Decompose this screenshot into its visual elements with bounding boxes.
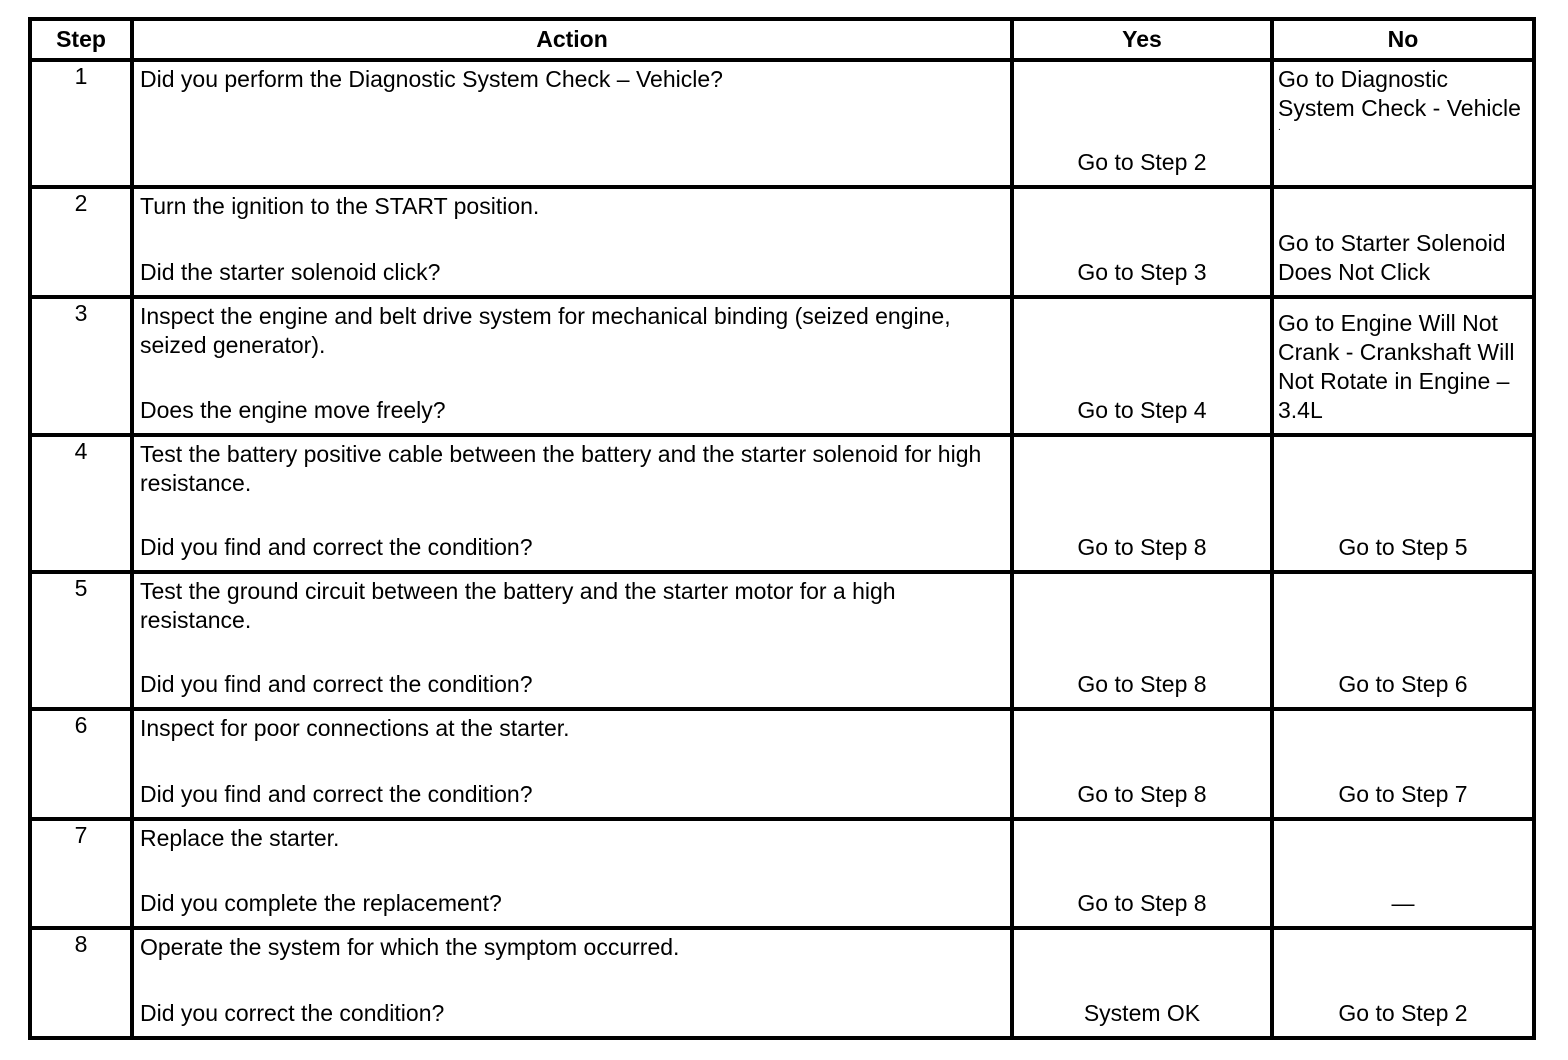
table-row	[30, 435, 1534, 572]
no-cell	[1272, 187, 1534, 297]
action-question: Did you correct the condition?	[140, 1000, 445, 1026]
action-cell	[132, 709, 1012, 819]
step-number: 5	[30, 572, 132, 709]
yes-link[interactable]: Go to Step 3	[1077, 259, 1207, 285]
step-number: 3	[30, 297, 132, 435]
no-link[interactable]: Go to Starter Solenoid Does Not Click	[1278, 230, 1506, 285]
step-number: 8	[30, 928, 132, 1038]
yes-link[interactable]: Go to Step 2	[1077, 149, 1207, 175]
header-step: Step	[30, 19, 132, 60]
action-question: Did the starter solenoid click?	[140, 259, 441, 285]
no-link[interactable]: Go to Step 6	[1338, 671, 1468, 697]
action-text: Test the ground circuit between the battery and the starter motor for a high resistance.	[140, 578, 896, 633]
yes-link[interactable]: Go to Step 8	[1077, 781, 1207, 807]
action-text: Test the battery positive cable between the battery and the starter solenoid for high resistance.	[140, 441, 982, 496]
diagnostic-table	[28, 17, 1536, 1040]
table-row	[30, 297, 1534, 435]
no-dash: —	[1391, 890, 1415, 916]
yes-cell	[1012, 572, 1272, 709]
action-cell	[132, 819, 1012, 928]
action-cell	[132, 60, 1012, 187]
yes-link[interactable]: Go to Step 4	[1077, 397, 1207, 423]
header-yes: Yes	[1012, 19, 1272, 60]
step-number: 4	[30, 435, 132, 572]
no-cell	[1272, 435, 1534, 572]
action-question: Did you find and correct the condition?	[140, 534, 533, 560]
no-link[interactable]: Go to Diagnostic System Check - Vehicle	[1278, 66, 1521, 121]
yes-link[interactable]: Go to Step 8	[1077, 671, 1207, 697]
action-text: Replace the starter.	[140, 825, 340, 851]
table-row	[30, 572, 1534, 709]
no-link[interactable]: Go to Step 5	[1338, 534, 1468, 560]
action-question: Did you complete the replacement?	[140, 890, 502, 916]
action-cell	[132, 435, 1012, 572]
action-cell	[132, 928, 1012, 1038]
yes-link[interactable]: Go to Step 8	[1077, 534, 1207, 560]
header-action: Action	[132, 19, 1012, 60]
no-cell	[1272, 819, 1534, 928]
step-number: 2	[30, 187, 132, 297]
action-text: Did you perform the Diagnostic System Check – Vehicle?	[140, 66, 723, 92]
table-row	[30, 187, 1534, 297]
step-number: 6	[30, 709, 132, 819]
table-row	[30, 928, 1534, 1038]
action-text: Inspect for poor connections at the starter.	[140, 715, 570, 741]
action-text: Inspect the engine and belt drive system for mechanical binding (seized engine, seized generator).	[140, 303, 951, 358]
action-text: Turn the ignition to the START position.	[140, 193, 540, 219]
action-cell	[132, 297, 1012, 435]
table-row	[30, 60, 1534, 187]
yes-link[interactable]: Go to Step 8	[1077, 890, 1207, 916]
step-number: 1	[30, 60, 132, 187]
no-cell	[1272, 709, 1534, 819]
action-question: Does the engine move freely?	[140, 397, 446, 423]
action-cell	[132, 572, 1012, 709]
table-row	[30, 709, 1534, 819]
yes-cell	[1012, 709, 1272, 819]
yes-cell	[1012, 928, 1272, 1038]
no-cell	[1272, 60, 1534, 187]
no-cell	[1272, 297, 1534, 435]
step-number: 7	[30, 819, 132, 928]
yes-cell	[1012, 60, 1272, 187]
header-no: No	[1272, 19, 1534, 60]
no-cell	[1272, 572, 1534, 709]
yes-cell	[1012, 819, 1272, 928]
no-link[interactable]: Go to Engine Will Not Crank - Crankshaft Will Not Rotate in Engine – 3.4L	[1278, 310, 1515, 423]
yes-result: System OK	[1083, 1000, 1201, 1026]
yes-cell	[1012, 297, 1272, 435]
no-link[interactable]: Go to Step 7	[1338, 781, 1468, 807]
no-extra-mark: .	[1278, 122, 1281, 133]
action-text: Operate the system for which the symptom occurred.	[140, 934, 680, 960]
no-link[interactable]: Go to Step 2	[1338, 1000, 1468, 1026]
table-row	[30, 819, 1534, 928]
action-question: Did you find and correct the condition?	[140, 781, 533, 807]
yes-cell	[1012, 435, 1272, 572]
yes-cell	[1012, 187, 1272, 297]
action-question: Did you find and correct the condition?	[140, 671, 533, 697]
header-row	[30, 19, 1534, 60]
action-cell	[132, 187, 1012, 297]
no-cell	[1272, 928, 1534, 1038]
